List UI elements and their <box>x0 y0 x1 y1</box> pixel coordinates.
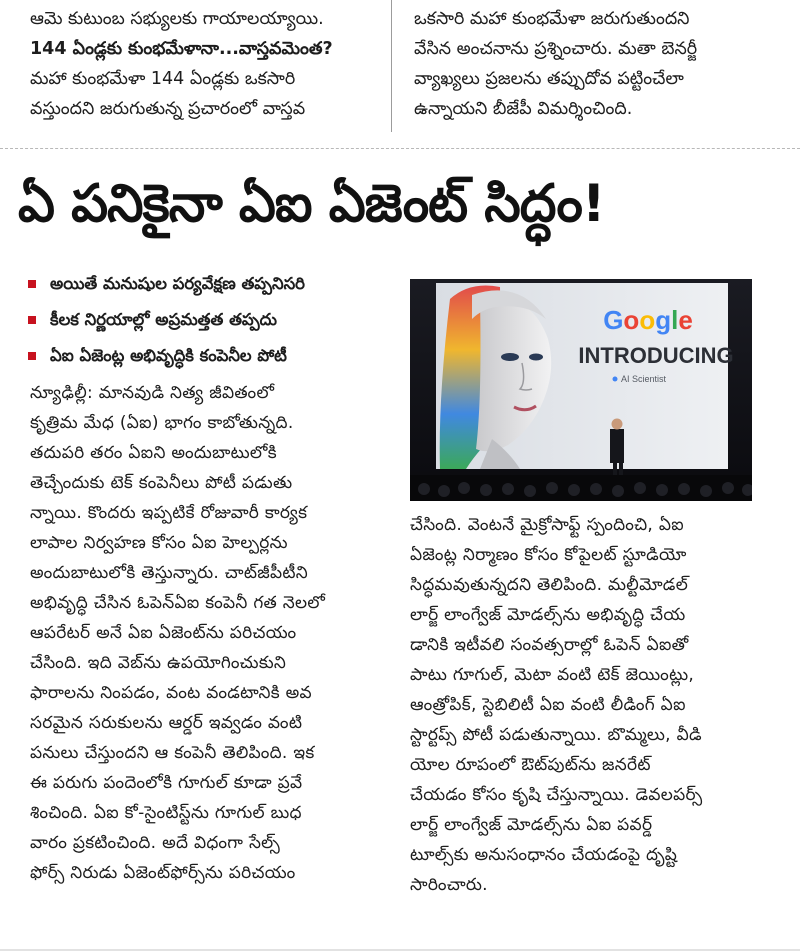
body-line: ఏజెంట్ల నిర్మాణం కోసం కోపైలట్ స్టూడియో <box>410 545 687 565</box>
google-logo: Google <box>603 305 693 335</box>
body-line: ఫోర్స్ నిరుడు ఏజెంట్‌ఫోర్స్‌ను పరిచయం <box>30 863 296 883</box>
prev-left-line: ఆమె కుటుంబ సభ్యులకు గాయాలయ్యాయి. <box>30 9 324 29</box>
prev-right-line: ఒకసారి మహా కుంభమేళా జరుగుతుందని <box>414 9 690 29</box>
body-line: చేయడం కోసం కృషి చేస్తున్నాయి. డెవలపర్స్ <box>410 785 703 805</box>
highlight-text: కీలక నిర్ణయాల్లో అప్రమత్తత తప్పదు <box>50 310 277 329</box>
article-separator <box>0 148 800 149</box>
screen-title: INTRODUCING <box>578 343 734 368</box>
body-line: డానికి ఇటీవలి సంవత్సరాల్లో ఓపెన్ ఏఐతో <box>410 635 689 655</box>
body-line: వారం ప్రకటించింది. అదే విధంగా సేల్స్ <box>30 833 281 853</box>
body-line: సారించారు. <box>410 875 488 895</box>
body-line: ఈ పరుగు పందెంలోకి గూగుల్ కూడా ప్రవే <box>30 773 303 793</box>
highlights-list <box>28 266 388 374</box>
prev-subheading: 144 ఏండ్లకు కుంభమేళానా...వాస్తవమెంత? <box>30 39 333 59</box>
body-line: ఫారాలను నింపడం, వంట వండటానికి అవ <box>30 683 312 703</box>
body-line: లార్జ్ లాంగ్వేజ్ మోడల్స్‌ను ఏఐ పవర్డ్ <box>410 815 653 835</box>
bullet-square-icon <box>28 316 36 324</box>
body-line: అభివృద్ధి చేసిన ఓపెన్‌ఏఐ కంపెనీ గత నెలలో <box>30 593 326 613</box>
body-line: సిద్ధమవుతున్నదని తెలిపింది. మల్టీమోడల్ <box>410 575 689 595</box>
prev-left-line: మహా కుంభమేళా 144 ఏండ్లకు ఒకసారి <box>30 69 296 89</box>
body-line: న్యూఢిల్లీ: మానవుడి నిత్య జీవితంలో <box>30 383 275 403</box>
photo-illustration <box>410 279 752 501</box>
body-line: అందుబాటులోకి తెస్తున్నారు. చాట్‌జీపీటీని <box>30 563 309 583</box>
body-line: లాపాల నిర్వహణ కోసం ఏఐ హెల్పర్లను <box>30 533 288 553</box>
body-line: చేసింది. ఇది వెబ్‌ను ఉపయోగించుకుని <box>30 653 287 673</box>
body-line: కృత్రిమ మేధ (ఏఐ) భాగం కాబోతున్నది. <box>30 413 294 433</box>
headline: ఏ పనికైనా ఏఐ ఏజెంట్ సిద్ధం! <box>18 174 605 234</box>
body-line: శించింది. ఏఐ కో-సైంటిస్ట్‌ను గూగుల్ బుధ <box>30 803 302 823</box>
highlight-text: అయితే మనుషుల పర్యవేక్షణ తప్పనిసరి <box>50 274 305 293</box>
body-line: ఆంత్రోపిక్, స్టెబిలిటీ ఏఐ వంటి లీడింగ్ ఏఐ <box>410 695 686 715</box>
bullet-square-icon <box>28 280 36 288</box>
body-line: తదుపరి తరం ఏఐని అందుబాటులోకి <box>30 443 277 463</box>
highlight-item <box>28 266 388 302</box>
body-line: యోల రూపంలో ఔట్‌పుట్‌ను జనరేట్ <box>410 755 651 775</box>
body-line: పనులు చేస్తుందని ఆ కంపెనీ తెలిపింది. ఇక <box>30 743 315 763</box>
body-line: టూల్స్‌కు అనుసంధానం చేయడంపై దృష్టి <box>410 845 678 865</box>
body-line: ఆపరేటర్ అనే ఏఐ ఏజెంట్‌ను పరిచయం <box>30 623 297 643</box>
article-photo <box>410 279 752 501</box>
body-line: పాటు గూగుల్, మెటా వంటి టెక్ జెయింట్లు, <box>410 665 695 685</box>
body-line: లార్జ్ లాంగ్వేజ్ మోడల్స్‌ను అభివృద్ధి చేయ <box>410 605 686 625</box>
highlight-item <box>28 338 388 374</box>
body-line: స్టార్టప్స్ పోటీ పడుతున్నాయి. బొమ్మలు, వీడి <box>410 725 702 745</box>
body-line: చేసింది. వెంటనే మైక్రోసాఫ్ట్ స్పందించి, ఏఐ <box>410 515 684 535</box>
prev-left-line: వస్తుందని జరుగుతున్న ప్రచారంలో వాస్తవ <box>30 99 306 119</box>
column-divider <box>391 0 392 132</box>
body-line: సరమైన సరుకులను ఆర్డర్ ఇవ్వడం వంటి <box>30 713 303 733</box>
body-line: న్నాయి. కొందరు ఇప్పటికే రోజువారీ కార్యక <box>30 503 308 523</box>
prev-right-line: వ్యాఖ్యలు ప్రజలను తప్పుదోవ పట్టించేలా <box>414 69 684 89</box>
prev-right-line: ఉన్నాయని బీజేపీ విమర్శించింది. <box>414 99 633 119</box>
highlight-text: ఏఐ ఏజెంట్ల అభివృద్ధికి కంపెనీల పోటీ <box>50 346 287 365</box>
prev-right-line: వేసిన అంచనాను ప్రశ్నించారు. మతా బెనర్జీ <box>414 39 698 59</box>
bullet-square-icon <box>28 352 36 360</box>
presenter <box>610 429 624 463</box>
highlight-item <box>28 302 388 338</box>
body-line: తెచ్చేందుకు టెక్ కంపెనీలు పోటీ పడుతు <box>30 473 293 493</box>
screen-subtitle: AI Scientist <box>621 374 667 384</box>
